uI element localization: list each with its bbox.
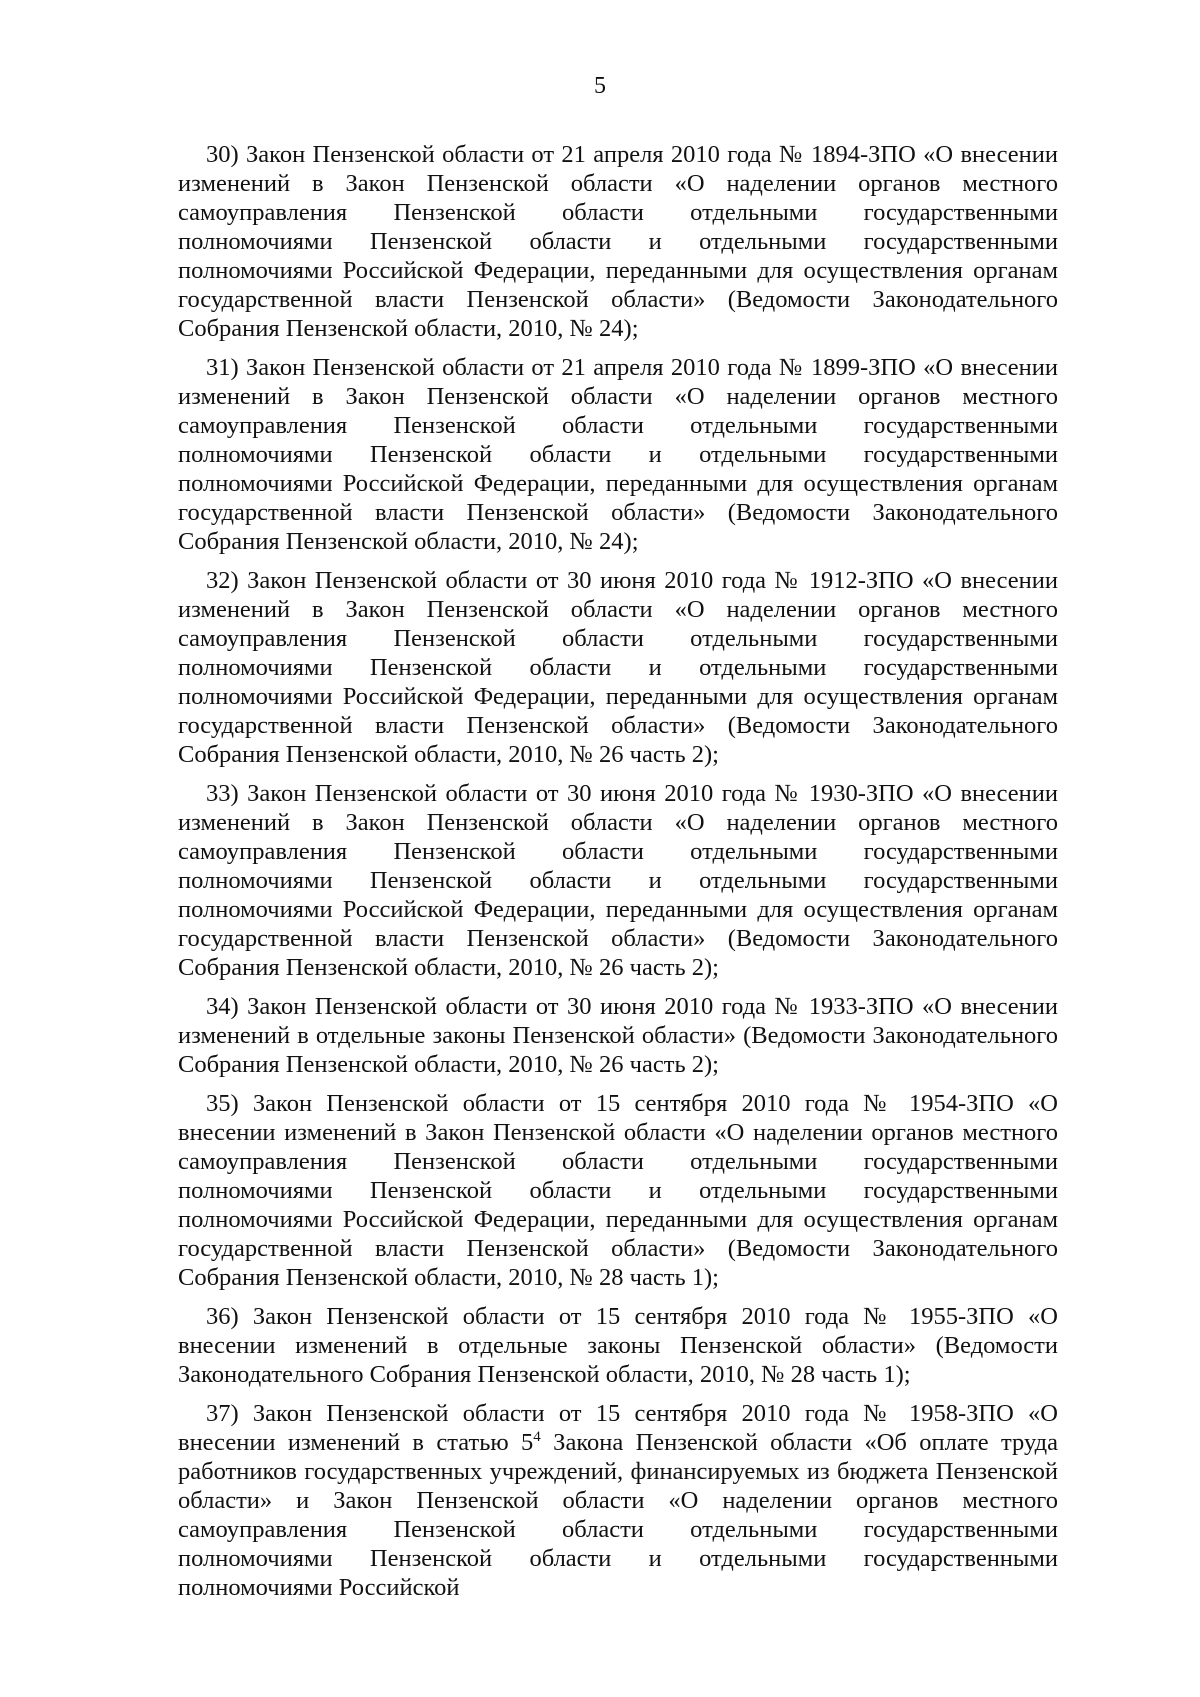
- law-item-31: 31) Закон Пензенской области от 21 апреля 2010 года № 1899-ЗПО «О внесении изменений в Закон Пензенской области «О наделении органов местного самоуправления Пензенской области отдельными государственными полномочиями Пензенской области и отдельными государственными полномочиями Российской Федерации, переданными для осуществления органам государственной власти Пензенской области» (Ведомости Законодательного Собрания Пензенской области, 2010, № 24);: [178, 354, 1058, 555]
- law-item-35: 35) Закон Пензенской области от 15 сентября 2010 года № 1954-ЗПО «О внесении изменений в Закон Пензенской области «О наделении органов местного самоуправления Пензенской области отдельными государственными полномочиями Пензенской области и отдельными государственными полномочиями Российской Федерации, переданными для осуществления органам государственной власти Пензенской области» (Ведомости Законодательного Собрания Пензенской области, 2010, № 28 часть 1);: [178, 1090, 1058, 1291]
- law-item-30: 30) Закон Пензенской области от 21 апреля 2010 года № 1894-ЗПО «О внесении изменений в Закон Пензенской области «О наделении органов местного самоуправления Пензенской области отдельными государственными полномочиями Пензенской области и отдельными государственными полномочиями Российской Федерации, переданными для осуществления органам государственной власти Пензенской области» (Ведомости Законодательного Собрания Пензенской области, 2010, № 24);: [178, 141, 1058, 342]
- page-number: 5: [594, 73, 606, 99]
- law-item-37-part1: 37) Закон Пензенской области от 15 сентября 2010 года № 1958-ЗПО «О внесении изменений в статью 5: [178, 1400, 1058, 1456]
- law-item-32: 32) Закон Пензенской области от 30 июня 2010 года № 1912-ЗПО «О внесении изменений в Закон Пензенской области «О наделении органов местного самоуправления Пензенской области отдельными государственными полномочиями Пензенской области и отдельными государственными полномочиями Российской Федерации, переданными для осуществления органам государственной власти Пензенской области» (Ведомости Законодательного Собрания Пензенской области, 2010, № 26 часть 2);: [178, 567, 1058, 768]
- law-item-34: 34) Закон Пензенской области от 30 июня 2010 года № 1933-ЗПО «О внесении изменений в отдельные законы Пензенской области» (Ведомости Законодательного Собрания Пензенской области, 2010, № 26 часть 2);: [178, 993, 1058, 1078]
- law-item-33: 33) Закон Пензенской области от 30 июня 2010 года № 1930-ЗПО «О внесении изменений в Закон Пензенской области «О наделении органов местного самоуправления Пензенской области отдельными государственными полномочиями Пензенской области и отдельными государственными полномочиями Российской Федерации, переданными для осуществления органам государственной власти Пензенской области» (Ведомости Законодательного Собрания Пензенской области, 2010, № 26 часть 2);: [178, 780, 1058, 981]
- law-item-37-part2: Закона Пензенской области «Об оплате труда работников государственных учреждений, финансируемых из бюджета Пензенской области» и Закон Пензенской области «О наделении органов местного самоуправления Пензенской области отдельными государственными полномочиями Пензенской области и отдельными государственными полномочиями Российской: [178, 1429, 1058, 1601]
- law-list: [178, 140, 1058, 1612]
- law-item-37: [178, 1399, 1058, 1602]
- article-superscript: 4: [533, 1428, 541, 1445]
- law-item-36: 36) Закон Пензенской области от 15 сентября 2010 года № 1955-ЗПО «О внесении изменений в отдельные законы Пензенской области» (Ведомости Законодательного Собрания Пензенской области, 2010, № 28 часть 1);: [178, 1303, 1058, 1388]
